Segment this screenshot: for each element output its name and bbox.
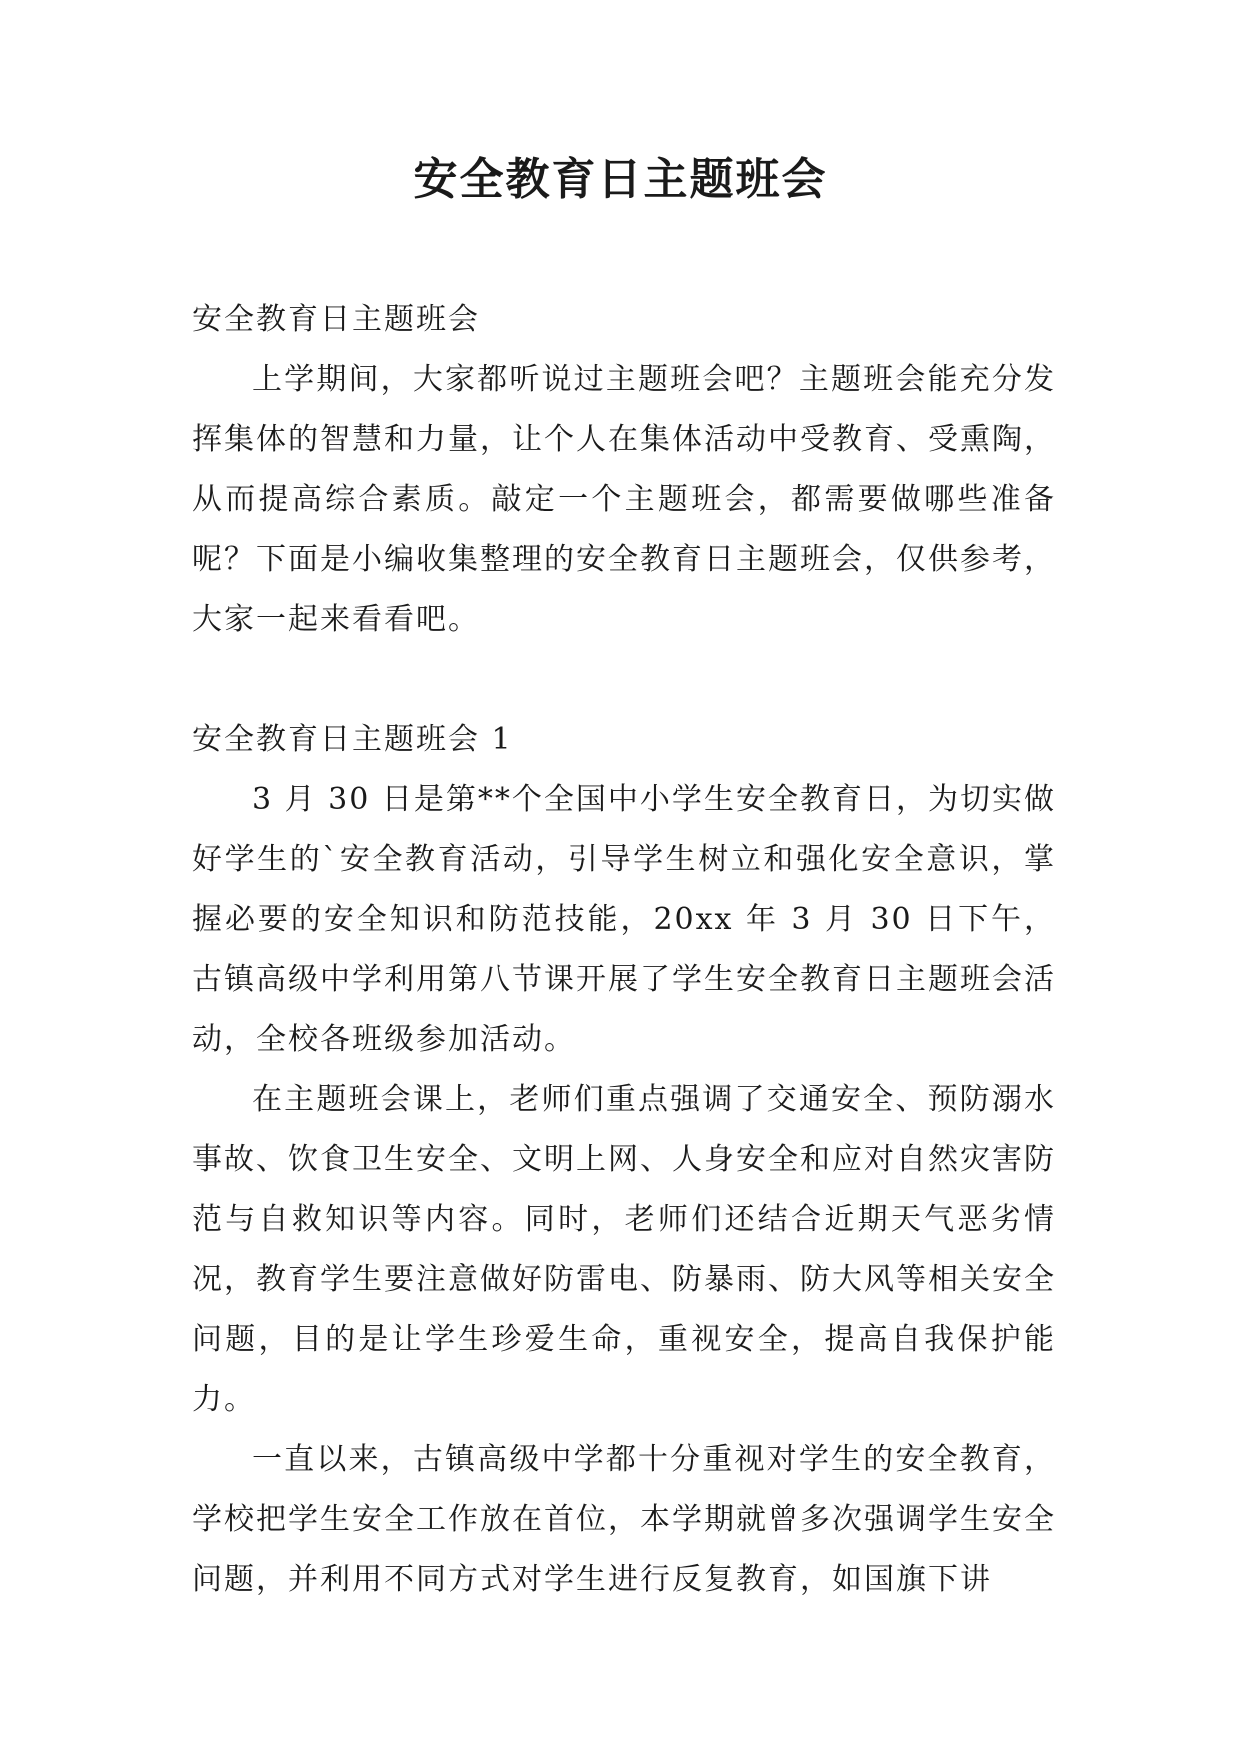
section-paragraph-1: 3 月 30 日是第**个全国中小学生安全教育日，为切实做好学生的`安全教育活动，引导学生树立和强化安全意识，掌握必要的安全知识和防范技能，20xx 年 3 月 30 日下午，古镇高级中学利用第八节课开展了学生安全教育日主题班会活动，全校各班级参加活动。	[192, 782, 1056, 1057]
document-subtitle: 安全教育日主题班会	[192, 302, 480, 337]
section-paragraph-2: 在主题班会课上，老师们重点强调了交通安全、预防溺水事故、饮食卫生安全、文明上网、人身安全和应对自然灾害防范与自救知识等内容。同时，老师们还结合近期天气恶劣情况，教育学生要注意做好防雷电、防暴雨、防大风等相关安全问题，目的是让学生珍爱生命，重视安全，提高自我保护能力。	[192, 1082, 1056, 1417]
section-spacer	[192, 650, 1056, 710]
document-title: 安全教育日主题班会	[413, 154, 828, 205]
section-paragraph-3: 一直以来，古镇高级中学都十分重视对学生的安全教育，学校把学生安全工作放在首位，本学期就曾多次强调学生安全问题，并利用不同方式对学生进行反复教育，如国旗下讲	[192, 1442, 1056, 1597]
section-heading: 安全教育日主题班会 1	[192, 722, 513, 757]
document-body	[192, 290, 1056, 1610]
intro-paragraph: 上学期间，大家都听说过主题班会吧？主题班会能充分发挥集体的智慧和力量，让个人在集体活动中受教育、受熏陶，从而提高综合素质。敲定一个主题班会，都需要做哪些准备呢？下面是小编收集整理的安全教育日主题班会，仅供参考，大家一起来看看吧。	[192, 362, 1056, 637]
